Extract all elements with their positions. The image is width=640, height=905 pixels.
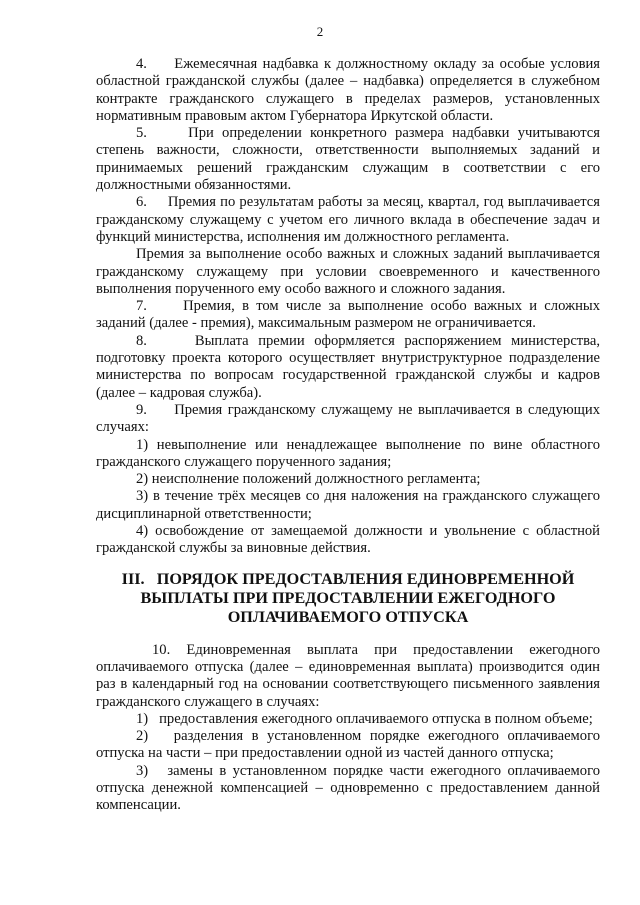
paragraph-6-continued: Премия за выполнение особо важных и сложных заданий выплачивается гражданскому служащему при условии своевременного и качественного выполнения порученного ему особо важного и сложного задания.	[96, 246, 600, 297]
list-item-9-4: 4) освобождение от замещаемой должности и увольнение с областной гражданской службы за виновные действия.	[96, 523, 600, 557]
list-item-10-2: 2) разделения в установленном порядке ежегодного оплачиваемого отпуска на части – при предоставлении одной из частей данного отпуска;	[96, 728, 600, 762]
list-item-9-2: 2) неисполнение положений должностного регламента;	[136, 471, 481, 488]
paragraph-6: 6. Премия по результатам работы за месяц, квартал, год выплачивается гражданскому служащему с учетом его личного вклада в обеспечение задач и функций министерства, исполнения им должностного регламента.	[96, 194, 600, 245]
paragraph-4: 4. Ежемесячная надбавка к должностному окладу за особые условия областной гражданской службы (далее – надбавка) определяется в служебном контракте гражданского служащего в пределах размеров, установленных нормативным правовым актом Губернатора Иркутской области.	[96, 56, 600, 124]
paragraph-8: 8. Выплата премии оформляется распоряжением министерства, подготовку проекта которого осуществляет внутриструктурное подразделение министерства по вопросам государственной гражданской службы и кадров (далее – кадровая служба).	[96, 332, 600, 401]
section-heading: III. ПОРЯДОК ПРЕДОСТАВЛЕНИЯ ЕДИНОВРЕМЕННОЙ ВЫПЛАТЫ ПРИ ПРЕДОСТАВЛЕНИИ ЕЖЕГОДНОГО ОПЛАЧИВАЕМОГО ОТПУСКА	[121, 569, 575, 626]
paragraph-7: 7. Премия, в том числе за выполнение особо важных и сложных заданий (далее - премия), максимальным размером не ограничивается.	[96, 298, 600, 332]
paragraph-9: 9. Премия гражданскому служащему не выплачивается в следующих случаях:	[96, 401, 600, 436]
paragraph-10: 10. Единовременная выплата при предоставлении ежегодного оплачиваемого отпуска (далее – единовременная выплата) производится один раз в календарный год на основании соответствующего письменного заявления гражданского служащего в случаях:	[96, 641, 600, 710]
list-item-10-3: 3) замены в установленном порядке части ежегодного оплачиваемого отпуска денежной компенсацией – одновременно с предоставлением данной компенсации.	[96, 762, 600, 814]
list-item-9-1: 1) невыполнение или ненадлежащее выполнение по вине областного гражданского служащего порученного задания;	[96, 436, 600, 470]
list-item-9-3: 3) в течение трёх месяцев со дня наложения на гражданского служащего дисциплинарной ответственности;	[96, 488, 600, 522]
list-item-10-1: 1) предоставления ежегодного оплачиваемого отпуска в полном объеме;	[136, 710, 593, 727]
page-number: 2	[316, 24, 324, 39]
document-body	[96, 56, 600, 815]
paragraph-5: 5. При определении конкретного размера надбавки учитываются степень важности, сложности, ответственности выполняемых заданий и принимаемых решений гражданским служащим в соответствии с его должностными обязанностями.	[96, 125, 600, 194]
